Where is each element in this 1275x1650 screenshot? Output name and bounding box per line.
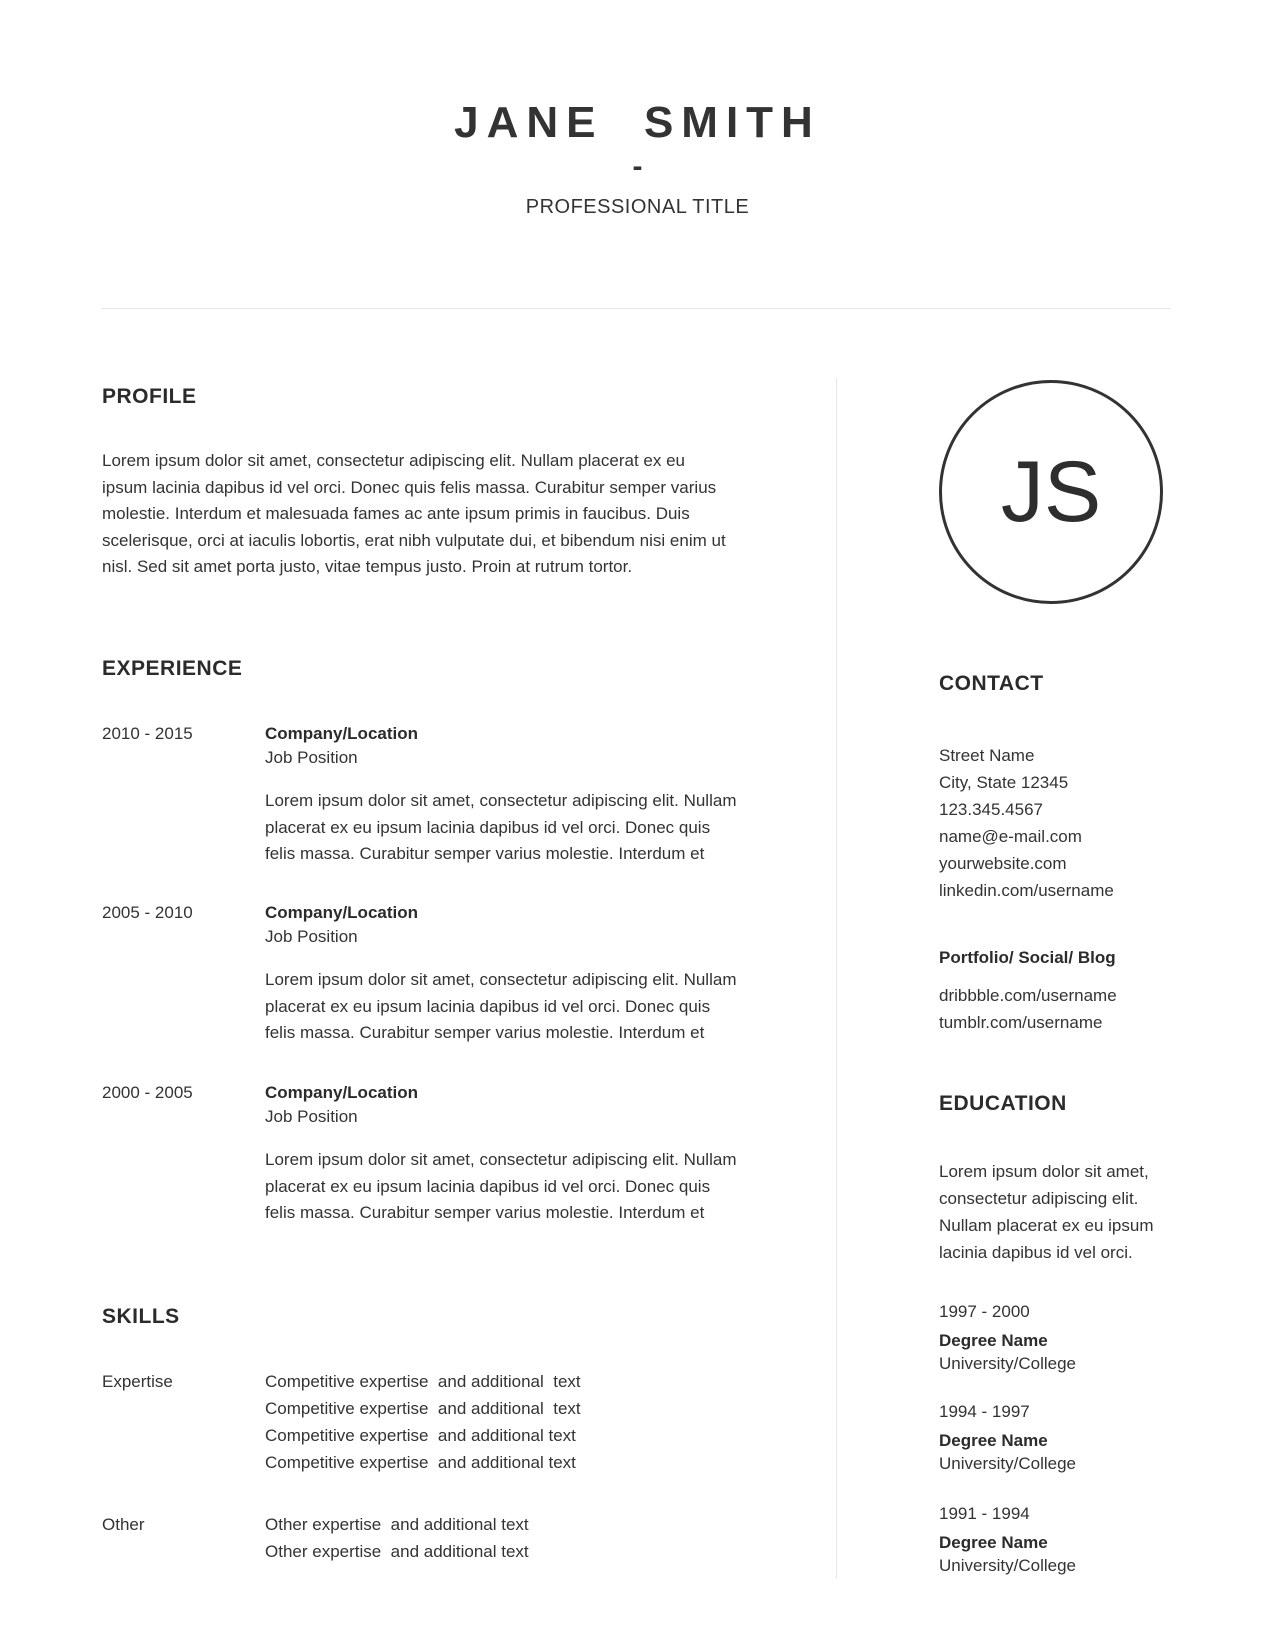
- contact-heading: CONTACT: [939, 672, 1044, 695]
- profile-line: scelerisque, orci at iaculis lobortis, erat nibh vulputate dui, et bibendum nisi enim ut: [102, 530, 726, 550]
- description-line: Lorem ipsum dolor sit amet, consectetur adipiscing elit. Nullam: [265, 970, 737, 989]
- education-school: University/College: [939, 1354, 1076, 1373]
- education-summary-line: consectetur adipiscing elit.: [939, 1189, 1139, 1208]
- profile-heading: PROFILE: [102, 385, 197, 408]
- contact-email[interactable]: name@e-mail.com: [939, 827, 1082, 846]
- skill-item: Competitive expertise and additional text: [265, 1399, 581, 1418]
- profile-line: nisl. Sed sit amet porta justo, vitae tempus justo. Proin at rutrum tortor.: [102, 557, 633, 576]
- experience-dates: 2005 - 2010: [102, 903, 193, 922]
- experience-position: Job Position: [265, 1107, 358, 1126]
- portfolio-link[interactable]: dribbble.com/username: [939, 986, 1117, 1005]
- contact-street: Street Name: [939, 746, 1035, 765]
- education-degree: Degree Name: [939, 1533, 1048, 1552]
- skill-item: Other expertise and additional text: [265, 1542, 529, 1561]
- column-divider: [836, 378, 837, 1578]
- education-degree: Degree Name: [939, 1431, 1048, 1450]
- education-item: [939, 1298, 1239, 1376]
- description-line: placerat ex eu ipsum lacinia dapibus id vel orci. Donec quis: [265, 996, 711, 1016]
- contact-linkedin[interactable]: linkedin.com/username: [939, 881, 1114, 900]
- contact-phone: 123.345.4567: [939, 800, 1043, 819]
- portfolio-link[interactable]: tumblr.com/username: [939, 1013, 1103, 1032]
- description-line: Lorem ipsum dolor sit amet, consectetur adipiscing elit. Nullam: [265, 791, 737, 810]
- experience-position: Job Position: [265, 748, 358, 767]
- description-line: felis massa. Curabitur semper varius molestie. Interdum et: [265, 1203, 705, 1222]
- education-heading: EDUCATION: [939, 1092, 1067, 1115]
- education-school: University/College: [939, 1454, 1076, 1473]
- education-summary: [939, 1158, 1239, 1266]
- description-line: placerat ex eu ipsum lacinia dapibus id vel orci. Donec quis: [265, 1176, 711, 1196]
- skill-item: Other expertise and additional text: [265, 1515, 529, 1534]
- skill-item: Competitive expertise and additional text: [265, 1426, 576, 1445]
- profile-line: Lorem ipsum dolor sit amet, consectetur adipiscing elit. Nullam placerat ex eu: [102, 451, 685, 470]
- profile-line: ipsum lacinia dapibus id vel orci. Donec quis felis massa. Curabitur semper varius: [102, 477, 717, 497]
- experience-description: [265, 967, 785, 1047]
- education-item: [939, 1500, 1239, 1578]
- skills-group-label: Expertise: [102, 1372, 173, 1391]
- skills-group-label: Other: [102, 1515, 145, 1534]
- professional-title: PROFESSIONAL TITLE: [525, 196, 750, 218]
- contact-website[interactable]: yourwebsite.com: [939, 854, 1067, 873]
- education-item: [939, 1398, 1239, 1476]
- profile-text: [102, 448, 782, 581]
- contact-details: [939, 742, 1239, 904]
- experience-company: Company/Location: [265, 903, 419, 922]
- education-school: University/College: [939, 1556, 1076, 1575]
- monogram-badge: JS: [939, 380, 1163, 604]
- education-summary-line: lacinia dapibus id vel orci.: [939, 1243, 1133, 1262]
- education-dates: 1991 - 1994: [939, 1504, 1030, 1523]
- skill-item: Competitive expertise and additional text: [265, 1453, 576, 1472]
- description-line: Lorem ipsum dolor sit amet, consectetur adipiscing elit. Nullam: [265, 1150, 737, 1169]
- description-line: felis massa. Curabitur semper varius molestie. Interdum et: [265, 1023, 705, 1042]
- experience-description: [265, 1147, 785, 1227]
- education-summary-line: Lorem ipsum dolor sit amet,: [939, 1162, 1149, 1181]
- experience-position: Job Position: [265, 927, 358, 946]
- experience-company: Company/Location: [265, 724, 419, 743]
- name-divider-dash: -: [632, 150, 643, 183]
- experience-description: [265, 788, 785, 868]
- education-dates: 1994 - 1997: [939, 1402, 1030, 1421]
- education-dates: 1997 - 2000: [939, 1302, 1030, 1321]
- experience-company: Company/Location: [265, 1083, 419, 1102]
- skills-list: [265, 1511, 765, 1565]
- contact-city: City, State 12345: [939, 773, 1069, 792]
- portfolio-links: [939, 982, 1239, 1036]
- description-line: placerat ex eu ipsum lacinia dapibus id vel orci. Donec quis: [265, 817, 711, 837]
- education-summary-line: Nullam placerat ex eu ipsum: [939, 1216, 1154, 1235]
- description-line: felis massa. Curabitur semper varius molestie. Interdum et: [265, 844, 705, 863]
- experience-dates: 2010 - 2015: [102, 724, 193, 743]
- experience-heading: EXPERIENCE: [102, 657, 243, 680]
- skill-item: Competitive expertise and additional text: [265, 1372, 581, 1391]
- skills-list: [265, 1368, 765, 1476]
- education-degree: Degree Name: [939, 1331, 1048, 1350]
- header-divider: [102, 308, 1170, 309]
- experience-dates: 2000 - 2005: [102, 1083, 193, 1102]
- profile-line: molestie. Interdum et malesuada fames ac ante ipsum primis in faucibus. Duis: [102, 504, 690, 523]
- portfolio-heading: Portfolio/ Social/ Blog: [939, 948, 1116, 967]
- resume-name: JANE SMITH: [454, 98, 821, 147]
- skills-heading: SKILLS: [102, 1305, 180, 1328]
